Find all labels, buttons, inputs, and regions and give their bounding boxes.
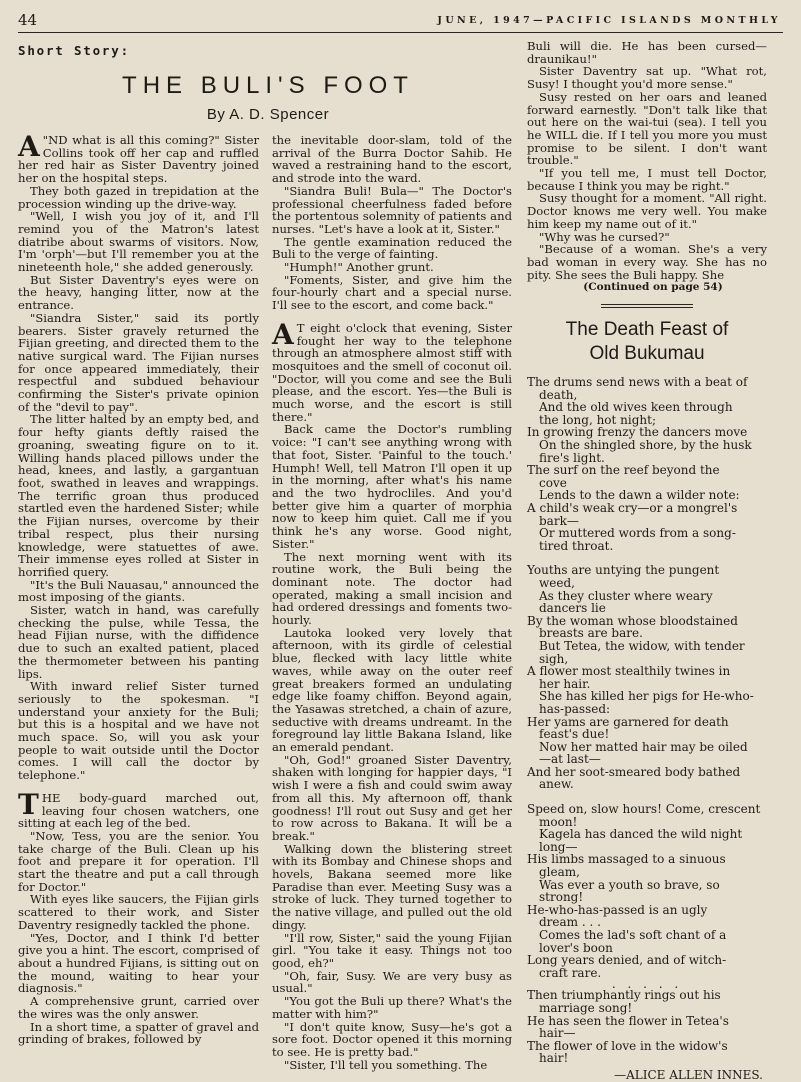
continued-note: (Continued on page 54)	[583, 281, 723, 294]
poem-line: dancers lie	[539, 601, 606, 616]
poem-line: And her soot-smeared body bathed	[527, 764, 741, 779]
poem-line: And the old wives keen through	[539, 400, 733, 415]
poem-line: tired throat.	[539, 538, 614, 553]
paragraph: The next morning went with its routine work, the Buli being the dominant note. The doctor had operated, making a small incision and had ordered dressings and foments two-hourly.	[272, 549, 512, 628]
paragraph: Lautoka looked very lovely that afternoon, with its girdle of celestial blue, flecked with lacy little white waves, while away on the outer reef great breakers formed an undulating edge like foamy chiffon. Beyond again, the Yasawas stretched, a chain of azure, seductive with dreams undreamt. In the foreground lay little Bakana Island, like an emerald pendant.	[272, 625, 512, 755]
poem-line: The drums send news with a beat of	[527, 375, 748, 390]
poem-line: weed,	[539, 575, 575, 590]
poem-line: strong!	[539, 890, 584, 905]
paragraph: "If you tell me, I must tell Doctor, because I think you may be right."	[527, 166, 767, 193]
poem-line: Now her matted hair may be oiled	[539, 739, 748, 754]
poem-line: feast's due!	[539, 727, 610, 742]
poem-line: In growing frenzy the dancers move	[527, 425, 748, 440]
story-column-1	[18, 130, 259, 1047]
paragraph: A T eight o'clock that evening, Sister fought her way to the telephone through an atmosphere almost stiff with mosquitoes and the smell of coconut oil. "Doctor, will you come and see the Buli please, and the escort. Yes—the Buli is much worse, and the escort is still there."	[272, 317, 512, 424]
poem-line: long—	[539, 839, 578, 854]
poem-stanza	[527, 989, 767, 1065]
paragraph: A comprehensive grunt, carried over the wires was the only answer.	[18, 994, 259, 1021]
poem-line: As they cluster where weary	[539, 588, 713, 603]
paragraph: "Now, Tess, you are the senior. You take charge of the Buli. Clean up his foot and prepare it for operation. I'll start the theatre and put a call through for Doctor."	[18, 828, 259, 894]
paragraph: "Humph!" Another grunt.	[284, 260, 434, 275]
poem-stanza	[527, 564, 767, 791]
poem-line: By the woman whose bloodstained	[527, 613, 738, 628]
poem-line: death,	[539, 387, 578, 402]
paragraph: The litter halted by an empty bed, and four hefty giants deftly raised the groaning, sweating figure on to it. Willing hands placed pillows under the head, knees, and lastly, a gargantuan foot, swathed in leaves and wrappings. The terrific groan thus produced startled even the hardened Sister; while the Fijian nurses, overcome by their tribal respect, plus their nursing knowledge, were statuettes of awe. Their immense eyes rolled at Sister in horrified query.	[18, 412, 259, 579]
paragraph: Susy rested on her oars and leaned forward earnestly. "Don't talk like that out here on the wai-tui (sea). I tell you he WILL die. If I tell you more you must promise to be silent. I don't want trouble."	[527, 89, 767, 168]
paragraph: "Oh, fair, Susy. We are very busy as usual."	[272, 968, 512, 996]
poem-line: The surf on the reef beyond the	[527, 463, 720, 478]
poem-line: Or muttered words from a song-	[539, 526, 736, 541]
poem-line: Was ever a youth so brave, so	[539, 877, 720, 892]
poem-title-line: Old Bukumau	[589, 343, 705, 365]
paragraph: "I'll row, Sister," said the young Fijian girl. "You take it easy. Things not too good, eh?"	[272, 930, 512, 970]
poem-line: lover's boon	[539, 940, 613, 955]
paragraph: "Why was he cursed?"	[539, 229, 670, 244]
paragraph: "Siandra Buli! Bula—" The Doctor's professional cheerfulness faded before the portentous solemnity of patients and nurses. "Let's have a look at it, Sister."	[272, 183, 512, 236]
story-author: By A. D. Spencer	[206, 106, 330, 123]
poem-line: Comes the lad's soft chant of a	[539, 928, 727, 942]
poem-line: She has killed her pigs for He-who-	[539, 689, 754, 704]
poem-line: He has seen the flower in Tetea's	[527, 1013, 729, 1028]
paragraph: the inevitable door-slam, told of the arrival of the Burra Doctor Sahib. He waved a restraining hand to the escort, and strode into the ward.	[272, 133, 512, 186]
poem-line: breasts are bare.	[539, 626, 643, 641]
paragraph: Walking down the blistering street with its Bombay and Chinese shops and hovels, Bakana seemed more like Paradise than ever. Meeting Susy was a stroke of luck. They turned together to the native village, and pulled out the old dingy.	[272, 841, 512, 932]
poem-line: craft rare.	[539, 965, 602, 980]
paragraph: "Oh, God!" groaned Sister Daventry, shaken with longing for happier days, "I wish I were a fish and could swim away from all this. My afternoon off, thank goodness! I'll rout out Susy and get her to row across to Bakana. It will be a break."	[272, 752, 512, 843]
section-kicker: Short Story:	[18, 43, 130, 58]
poem-line: sigh,	[539, 651, 569, 666]
poem-line: gleam,	[539, 865, 580, 880]
paragraph: With inward relief Sister turned seriously to the spokesman. "I understand your anxiety for the Buli; but this is a hospital and we have not much space. So, will you ask your people to wait outside until the Doctor comes. I will call the doctor by telephone."	[18, 679, 259, 783]
paragraph: "I don't quite know, Susy—he's got a sore foot. Doctor opened it this morning to see. He is pretty bad."	[272, 1019, 512, 1059]
poem-title	[527, 318, 767, 366]
paragraph: "Because of a woman. She's a very bad woman in every way. She has no pity. She sees the Buli happy. She	[527, 242, 767, 282]
page-number: 44	[18, 11, 38, 29]
paragraph: Sister Daventry sat up. "What rot, Susy! I thought you'd more sense."	[527, 64, 767, 92]
poem-line: His limbs massaged to a sinuous	[527, 852, 726, 867]
poem-line: Speed on, slow hours! Come, crescent	[527, 802, 761, 817]
poem-line: He-who-has-passed is an ugly	[527, 902, 708, 917]
poem-line: Lends to the dawn a wilder note:	[539, 488, 740, 503]
paragraph: Sister, watch in hand, was carefully checking the pulse, while Tessa, the head Fijian nurse, with the diffidence due to such an exalted patient, placed the thermometer between his panting lips.	[18, 603, 259, 681]
paragraph: "Sister, I'll tell you something. The	[284, 1057, 488, 1072]
poem-line: her hair.	[539, 676, 591, 691]
poem-line: Then triumphantly rings out his	[527, 988, 721, 1003]
paragraph: "Yes, Doctor, and I think I'd better give you a hint. The escort, comprised of about a hundred Fijians, is sitting out on the mound, waiting to hear your diagnosis."	[18, 930, 259, 996]
poem-line: anew.	[539, 777, 574, 792]
poem-line: The flower of love in the widow's	[527, 1038, 728, 1053]
paragraph: "Well, I wish you joy of it, and I'll remind you of the Matron's latest diatribe about swarms of visitors. Now, I'm 'orph'—but I'll remember you at the nineteenth hole," she added generously.	[18, 209, 259, 275]
paragraph: Buli will die. He has been cursed—draunikau!"	[527, 39, 767, 66]
paragraph: They both gazed in trepidation at the procession winding up the drive-way.	[18, 183, 259, 211]
poem-line: moon!	[539, 814, 578, 829]
paragraph: With eyes like saucers, the Fijian girls scattered to their work, and Sister Daventry resignedly tackled the phone.	[18, 892, 259, 932]
paragraph: "Siandra Sister," said its portly bearers. Sister gravely returned the Fijian greeting, and directed them to the native surgical ward. The Fijian nurses for once appeared immediately, their respectful and subdued behaviour confirming the Sister's private opinion of the "devil to pay".	[18, 310, 259, 414]
poem-signature: —ALICE ALLEN INNES.	[614, 1067, 763, 1082]
poem-line: On the shingled shore, by the husk	[539, 438, 752, 453]
paragraph: "You got the Buli up there? What's the matter with him?"	[272, 994, 512, 1021]
ellipsis-divider: . . . . .	[611, 977, 683, 992]
paragraph: Susy thought for a moment. "All right. Doctor knows me very well. You make him keep my name out of it."	[527, 191, 767, 231]
paragraph: The gentle examination reduced the Buli to the verge of fainting.	[272, 234, 512, 262]
poem-line: bark—	[539, 513, 579, 528]
story-column-3	[527, 40, 767, 1082]
poem-line: hair!	[539, 1051, 569, 1066]
paragraph: THE body-guard marched out, leaving four chosen watchers, one sitting at each leg of the bed.	[18, 787, 259, 831]
poem-line: dream . . .	[539, 915, 601, 930]
poem-line: the long, hot night;	[539, 412, 656, 427]
paragraph: But Sister Daventry's eyes were on the heavy, hanging litter, now at the entrance.	[18, 272, 259, 313]
paragraph: "It's the Buli Nauasau," announced the most imposing of the giants.	[18, 577, 259, 605]
poem-stanza	[527, 803, 767, 979]
poem-line: But Tetea, the widow, with tender	[539, 638, 745, 653]
poem-line: A child's weak cry—or a mongrel's	[527, 501, 738, 515]
paragraph: "Foments, Sister, and give him the four-hourly chart and a special nurse. I'll see to the escort, and come back."	[272, 272, 512, 313]
poem-line: Long years denied, and of witch-	[527, 953, 727, 968]
poem-stanza	[527, 376, 767, 552]
poem-line: A flower most stealthily twines in	[527, 664, 731, 679]
story-column-2	[272, 134, 512, 1071]
poem-title-line: The Death Feast of	[565, 319, 729, 341]
poem-line: Youths are untying the pungent	[527, 563, 720, 578]
poem-line: Kagela has danced the wild night	[539, 827, 743, 842]
poem-line: fire's light.	[539, 450, 605, 465]
poem-line: Her yams are garnered for death	[527, 714, 729, 729]
section-divider	[601, 304, 693, 308]
poem-body	[527, 376, 767, 1081]
poem-line: has-passed:	[539, 701, 611, 716]
poem-line: hair—	[539, 1026, 576, 1041]
poem-line: —at last—	[539, 752, 601, 767]
page-header	[18, 10, 783, 33]
paragraph: In a short time, a spatter of gravel and grinding of brakes, followed by	[18, 1019, 259, 1047]
paragraph: " A ND what is all this coming?" Sister Collins took off her cap and ruffled her red hair as Sister Daventry joined her on the hospital steps.	[18, 130, 259, 186]
story-title: THE BULI'S FOOT	[122, 72, 414, 99]
paragraph: Back came the Doctor's rumbling voice: "I can't see anything wrong with that foot, Sister. 'Painful to the touch.' Humph! Well, tell Matron I'll open it up in the morning, after what's his name and the two hydrocliles. And you'd better give him a quarter of morphia now to keep him quiet. Call me if you think he's any worse. Good night, Sister."	[272, 422, 512, 551]
poem-line: cove	[539, 475, 567, 490]
running-head: JUNE, 1947—PACIFIC ISLANDS MONTHLY	[437, 15, 781, 26]
poem-line: marriage song!	[539, 1000, 633, 1015]
